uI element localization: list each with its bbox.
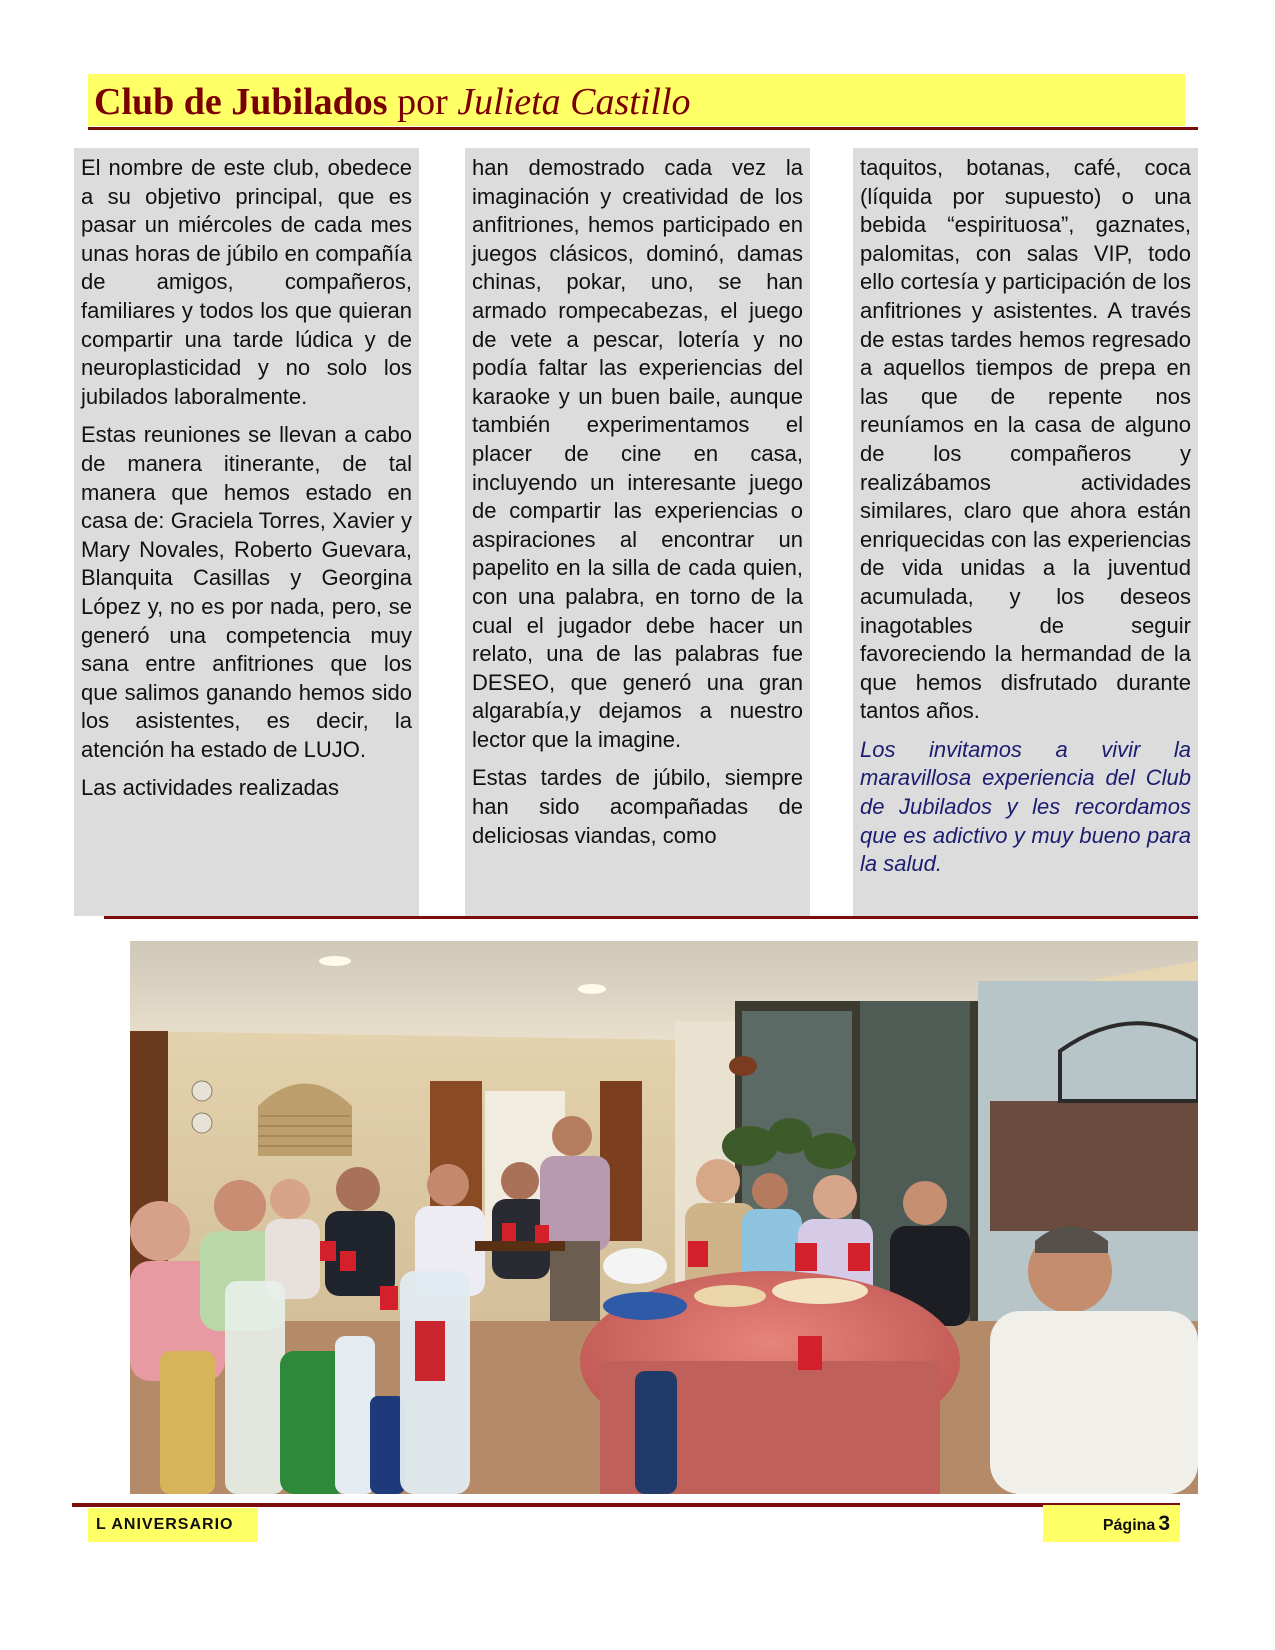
invitation-paragraph: Los invitamos a vivir la maravillosa experiencia del Club de Jubilados y les recordamos que es adictivo y muy bueno para la salud. — [860, 736, 1191, 877]
title-author: Julieta Castillo — [457, 81, 691, 123]
footer-page — [1043, 1505, 1180, 1542]
paragraph: Las actividades realizadas — [81, 775, 340, 801]
paragraph: han demostrado cada vez la imaginación y creatividad de los anfitriones, hemos participado en juegos clásicos, dominó, damas chinas, pokar, uno, se han armado rompecabezas, el juego de vete a pescar, lotería y no podía faltar las experiencias del karaoke y un buen baile, aunque también experimentamos el placer de cine en casa, incluyendo un interesante juego de compartir las experiencias o aspiraciones al encontrar un papelito en la silla de cada quien, con una palabra, en torno de la cual el jugador debe hacer un relato, una de las palabras fue DESEO, que generó una gran algarabía,y dejamos a nuestro lector que la imagine. — [472, 155, 803, 752]
article-column-3 — [853, 148, 1198, 916]
footer-rule — [72, 1503, 1180, 1507]
paragraph: Estas reuniones se llevan a cabo de manera itinerante, de tal manera que hemos estado en casa de: Graciela Torres, Xavier y Mary Novales, Roberto Guevara, Blanquita Casillas y Georgina López y, no es por nada, pero, se generó una competencia muy sana entre anfitriones que los que salimos ganando hemos sido los asistentes, es decir, la atención ha estado de LUJO. — [81, 422, 412, 762]
page-label: Página — [1102, 1517, 1156, 1534]
title-main: Club de Jubilados — [94, 81, 388, 123]
paragraph: El nombre de este club, obedece a su objetivo principal, que es pasar un miércoles de cada mes unas horas de júbilo en compañía de amigos, compañeros, familiares y todos los que quieran compartir una tarde lúdica y de neuroplasticidad y no solo los jubilados laboralmente. — [81, 155, 412, 409]
paragraph: Estas tardes de júbilo, siempre han sido acompañadas de deliciosas viandas, como — [472, 765, 803, 848]
footer-anniversary-label: L ANIVERSARIO — [88, 1508, 258, 1542]
header-rule — [88, 127, 1198, 130]
section-rule — [104, 916, 1198, 919]
paragraph: taquitos, botanas, café, coca (líquida por supuesto) o una bebida “espirituosa”, gaznates, palomitas, con salas VIP, todo ello cortesía y participación de los anfitriones y asistentes. A través de estas tardes hemos regresado a aquellos tiempos de prepa en las que de repente nos reuníamos en la casa de alguno de los compañeros y realizábamos actividades similares, claro que ahora están enriquecidas con las experiencias de vida unidas a la juventud acumulada, y los deseos inagotables de seguir favoreciendo la hermandad de la que hemos disfrutado durante tantos años. — [860, 155, 1191, 724]
article-column-2 — [465, 148, 810, 916]
title-by: por — [397, 81, 448, 123]
page-title — [94, 78, 691, 126]
article-column-1 — [74, 148, 419, 916]
group-photo-illustration — [130, 941, 1198, 1494]
page-number: 3 — [1158, 1512, 1170, 1535]
group-photo — [130, 941, 1198, 1494]
